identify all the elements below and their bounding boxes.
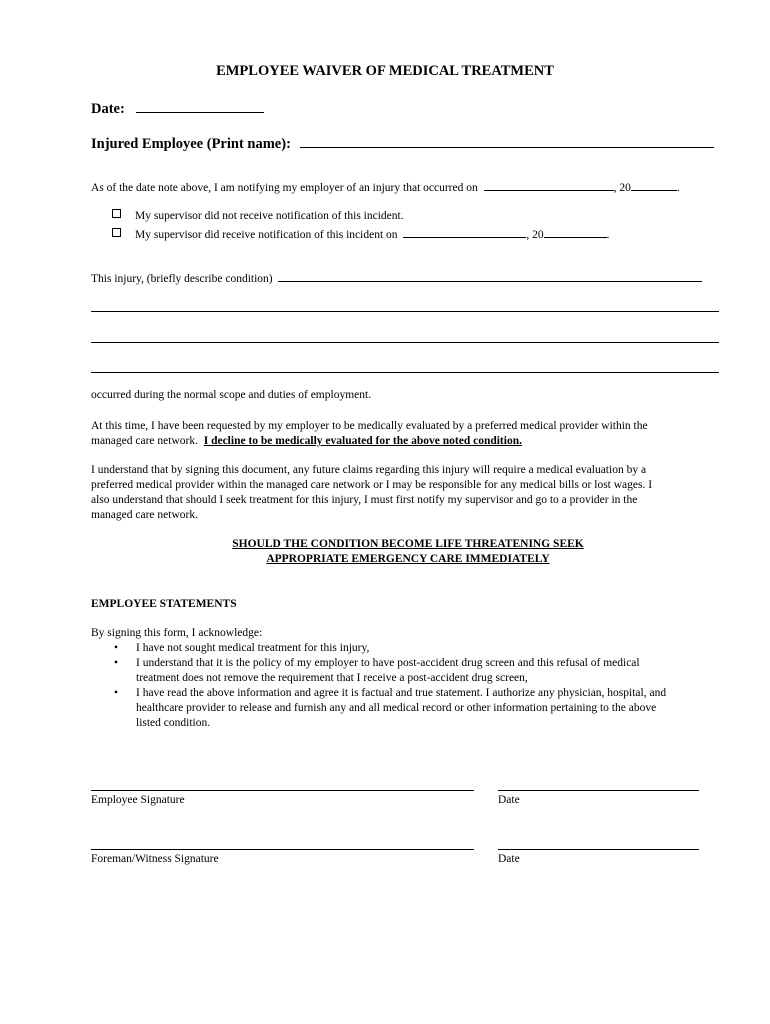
notification-year-field[interactable] [544, 225, 607, 238]
notification-date-field[interactable] [403, 225, 526, 238]
employee-signature-label: Employee Signature [91, 794, 185, 806]
notify-sep: , 20 [613, 182, 631, 194]
checkbox-not-notified-label: My supervisor did not receive notification of this incident. [135, 210, 404, 222]
acknowledge-list [114, 641, 666, 731]
injured-employee-name-field[interactable] [300, 132, 714, 148]
bullet-glyph: • [114, 687, 119, 699]
checkbox-notified-label: My supervisor did receive notification of this incident on [135, 229, 398, 241]
emergency-warning [0, 537, 770, 567]
date-label: Date: [91, 101, 125, 117]
bullet-1-text: I have not sought medical treatment for this injury, [136, 642, 370, 654]
injury-description-field[interactable] [278, 269, 702, 282]
occurred-text: occurred during the normal scope and duties of employment. [91, 389, 372, 401]
checkbox-notified-sep: , 20 [526, 229, 544, 241]
statements-heading: EMPLOYEE STATEMENTS [91, 598, 237, 610]
bullet-2-text-1: I understand that it is the policy of my employer to have post-accident drug screen and this refusal of medical [136, 657, 640, 669]
understand-line-1: I understand that by signing this document, any future claims regarding this injury will require a medical evaluation by a [91, 464, 647, 476]
checkbox-not-notified[interactable] [112, 209, 121, 218]
decline-statement: I decline to be medically evaluated for the above noted condition. [203, 435, 522, 447]
warning-line-1: SHOULD THE CONDITION BECOME LIFE THREATENING SEEK [232, 538, 584, 550]
witness-date-line[interactable] [498, 849, 699, 850]
list-item-continuation [114, 671, 666, 686]
date-row [91, 97, 264, 118]
injured-employee-label: Injured Employee (Print name): [91, 136, 291, 152]
list-item [114, 686, 666, 701]
bullet-3-text-2: healthcare provider to release and furnish any and all medical record or other information pertaining to the above [136, 702, 657, 714]
warning-line-2: APPROPRIATE EMERGENCY CARE IMMEDIATELY [266, 553, 550, 565]
request-line-1: At this time, I have been requested by my employer to be medically evaluated by a preferred medical provider within the [91, 420, 648, 432]
bullet-glyph: • [114, 642, 119, 654]
injury-description-line-4[interactable] [91, 372, 719, 373]
employee-signature-line[interactable] [91, 790, 474, 791]
checkbox-row-notified [112, 225, 610, 243]
witness-signature-line[interactable] [91, 849, 474, 850]
injury-description-label: This injury, (briefly describe condition) [91, 273, 273, 285]
injury-year-field[interactable] [631, 178, 677, 191]
understand-line-3: also understand that should I seek treatment for this injury, I must first notify my supervisor and go to a provider in the [91, 494, 638, 506]
bullet-3-text-1: I have read the above information and agree it is factual and true statement. I authorize any physician, hospital, and [136, 687, 667, 699]
employee-date-line[interactable] [498, 790, 699, 791]
injury-description-line-2[interactable] [91, 311, 719, 312]
list-item-continuation [114, 716, 666, 731]
acknowledge-intro: By signing this form, I acknowledge: [91, 627, 263, 639]
request-line-2 [91, 434, 648, 449]
list-item [114, 656, 666, 671]
injured-employee-row [91, 132, 714, 153]
list-item-continuation [114, 701, 666, 716]
request-paragraph [91, 419, 648, 449]
understand-line-4: managed care network. [91, 509, 198, 521]
injury-date-field[interactable] [484, 178, 614, 191]
employee-date-label: Date [498, 794, 520, 806]
list-item [114, 641, 666, 656]
checkbox-notified-end: . [606, 229, 610, 241]
checkbox-row-not-notified [112, 209, 404, 224]
injury-description-row [91, 269, 702, 287]
bullet-2-text-2: treatment does not remove the requirement that I receive a post-accident drug screen, [136, 672, 528, 684]
witness-date-label: Date [498, 853, 520, 865]
date-field[interactable] [136, 97, 264, 113]
injury-description-line-3[interactable] [91, 342, 719, 343]
request-line-2-text: managed care network. [91, 435, 198, 447]
bullet-3-text-3: listed condition. [136, 717, 211, 729]
notify-text: As of the date note above, I am notifying my employer of an injury that occurred on [91, 182, 478, 194]
understand-paragraph [91, 463, 652, 523]
checkbox-notified[interactable] [112, 228, 121, 237]
notify-end: . [676, 182, 680, 194]
form-title: EMPLOYEE WAIVER OF MEDICAL TREATMENT [216, 63, 554, 79]
understand-line-2: preferred medical provider within the managed care network or I may be responsible for any medical bills or lost wages. I [91, 479, 653, 491]
notify-row [91, 178, 680, 196]
witness-signature-label: Foreman/Witness Signature [91, 853, 219, 865]
bullet-glyph: • [114, 657, 119, 669]
